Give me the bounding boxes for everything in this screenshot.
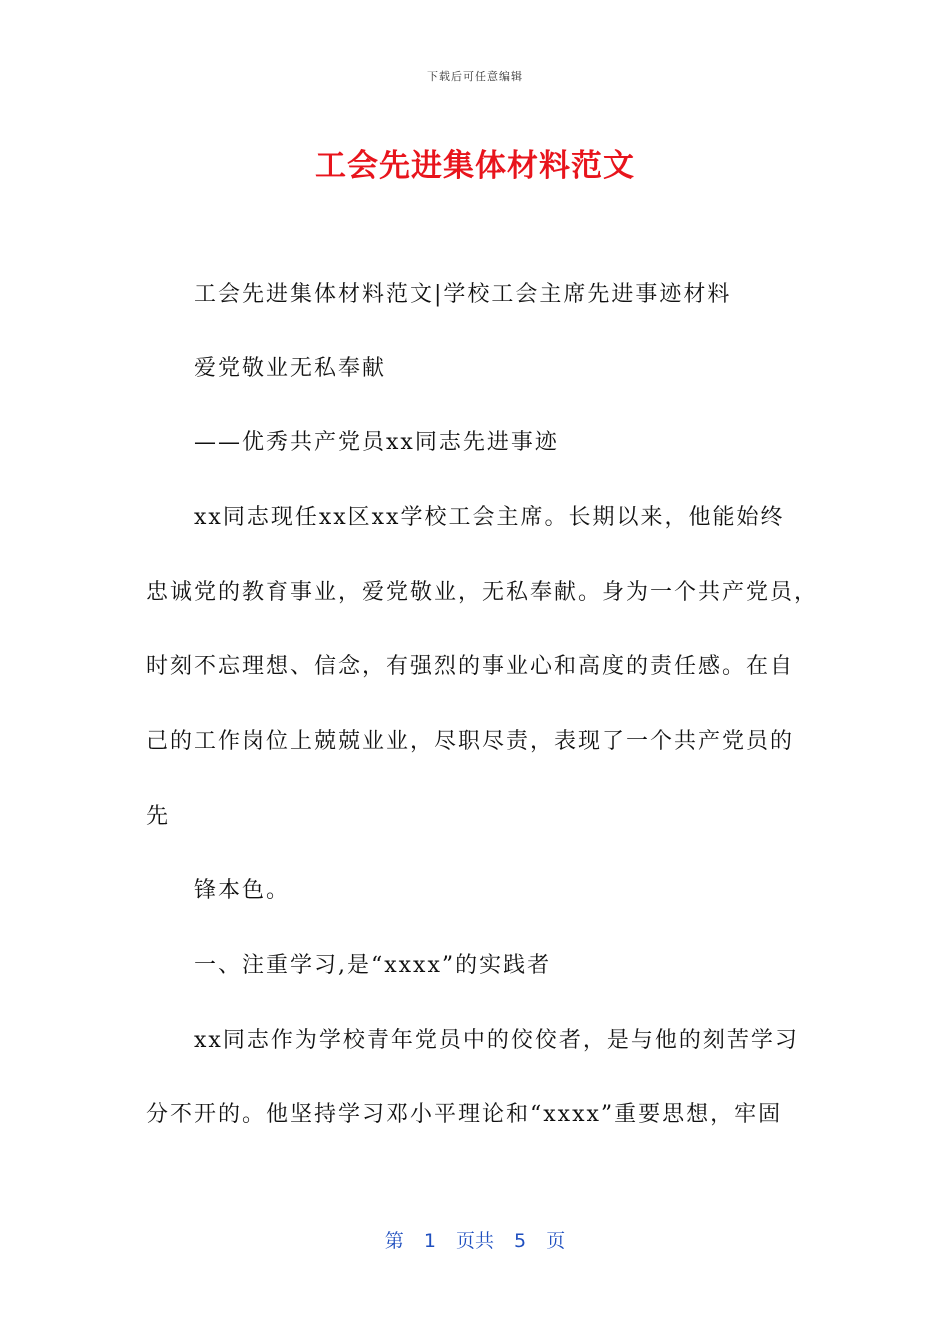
total-pages-number: 5	[514, 1230, 527, 1252]
page-label-prefix: 第	[384, 1230, 404, 1252]
body-line: 工会先进集体材料范文|学校工会主席先进事迹材料	[194, 282, 732, 307]
body-line: 分不开的。他坚持学习邓小平理论和“xxxx”重要思想，牢固	[146, 1102, 783, 1127]
body-line: 时刻不忘理想、信念，有强烈的事业心和高度的责任感。在自	[146, 654, 795, 679]
body-line: 爱党敬业无私奉献	[194, 356, 387, 381]
body-line: xx同志作为学校青年党员中的佼佼者，是与他的刻苦学习	[194, 1028, 799, 1053]
body-line: ——优秀共产党员xx同志先进事迹	[194, 430, 559, 455]
current-page-number: 1	[423, 1230, 436, 1252]
page-footer	[0, 1226, 950, 1253]
header-note: 下载后可任意编辑	[427, 70, 523, 83]
body-line: 忠诚党的教育事业，爱党敬业，无私奉献。身为一个共产党员，	[146, 580, 819, 605]
section-heading: 一、注重学习,是“xxxx”的实践者	[194, 953, 552, 978]
body-line: xx同志现任xx区xx学校工会主席。长期以来，他能始终	[194, 505, 785, 530]
page-label-suffix: 页	[546, 1230, 566, 1252]
document-title: 工会先进集体材料范文	[315, 148, 635, 184]
body-line: 己的工作岗位上兢兢业业，尽职尽责，表现了一个共产党员的	[146, 729, 795, 754]
page-label-mid: 页共	[455, 1230, 494, 1252]
body-line: 锋本色。	[194, 878, 291, 903]
body-line: 先	[146, 804, 171, 829]
